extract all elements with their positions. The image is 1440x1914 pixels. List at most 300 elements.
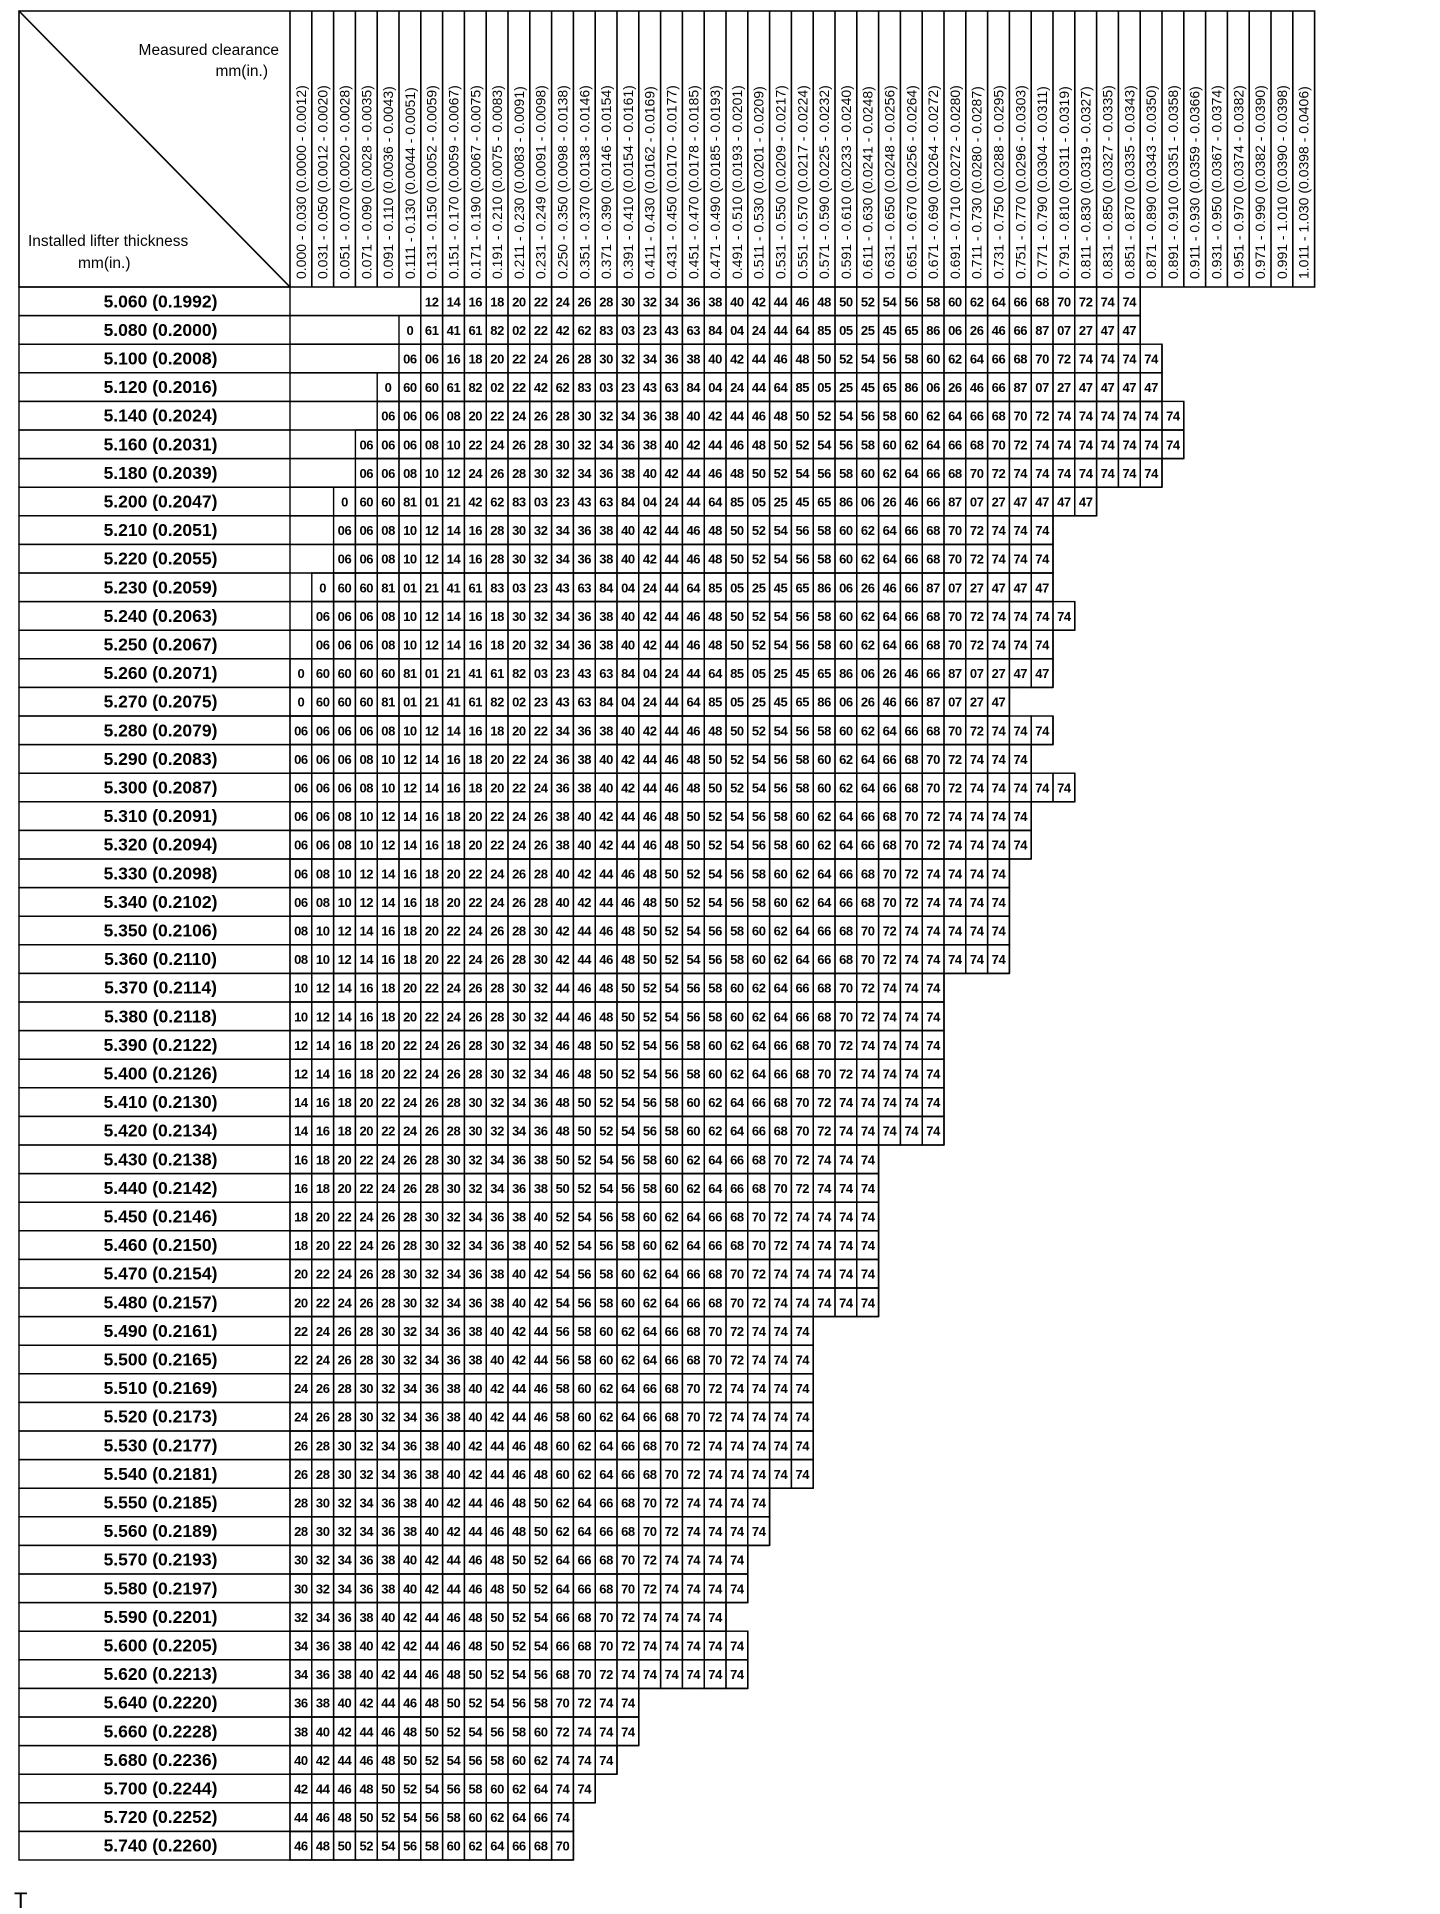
cell-value: 58 <box>490 1752 504 1768</box>
cell-value: 83 <box>577 380 592 396</box>
cell-value: 16 <box>468 608 483 624</box>
cell-value: 26 <box>969 322 984 338</box>
cell-value: 42 <box>555 952 570 968</box>
column-header: 0.751 - 0.770 (0.0296 - 0.0303) <box>1012 85 1029 279</box>
cell-value: 16 <box>446 351 461 367</box>
cell-value: 07 <box>1035 380 1049 396</box>
cell-value: 50 <box>730 608 744 624</box>
cell-value: 74 <box>991 751 1006 767</box>
cell-value: 26 <box>533 837 548 853</box>
cell-value: 56 <box>599 1238 613 1254</box>
cell-value: 43 <box>577 494 592 510</box>
cell-value: 62 <box>555 1495 570 1511</box>
cell-value: 48 <box>599 1009 613 1025</box>
cell-value: 74 <box>1100 465 1115 481</box>
cell-value: 14 <box>446 294 461 310</box>
cell-value: 24 <box>294 1409 308 1425</box>
cell-value: 74 <box>795 1209 810 1225</box>
cell-value: 44 <box>664 723 679 739</box>
cell-value: 21 <box>424 694 439 710</box>
cell-value: 74 <box>882 1095 897 1111</box>
cell-value: 14 <box>403 809 417 825</box>
cell-value: 28 <box>403 1238 417 1254</box>
cell-value: 56 <box>686 1009 701 1025</box>
cell-value: 62 <box>664 1209 679 1225</box>
cell-value: 54 <box>664 980 679 996</box>
cell-value: 46 <box>512 1438 526 1454</box>
cell-value: 58 <box>817 723 831 739</box>
cell-value: 47 <box>991 580 1006 596</box>
cell-value: 52 <box>577 1152 592 1168</box>
cell-value: 74 <box>1035 551 1049 567</box>
column-header: 0.871 - 0.890 (0.0343 - 0.0350) <box>1143 85 1160 279</box>
row-label: 5.140 (0.2024) <box>103 405 218 426</box>
cell-value: 72 <box>926 837 940 853</box>
cell-value: 70 <box>969 465 984 481</box>
cell-value: 60 <box>533 1724 548 1740</box>
cell-value: 44 <box>664 637 679 653</box>
cell-value: 66 <box>621 1466 635 1482</box>
cell-value: 56 <box>795 551 810 567</box>
cell-value: 40 <box>490 1352 504 1368</box>
cell-value: 28 <box>490 551 504 567</box>
cell-value: 56 <box>468 1752 483 1768</box>
cell-value: 30 <box>577 408 592 424</box>
cell-value: 46 <box>599 952 613 968</box>
cell-value: 74 <box>991 523 1006 539</box>
cell-value: 70 <box>642 1524 657 1540</box>
cell-value: 50 <box>577 1095 592 1111</box>
cell-value: 72 <box>882 923 897 939</box>
cell-value: 46 <box>882 694 897 710</box>
cell-value: 46 <box>686 608 701 624</box>
cell-value: 48 <box>751 437 766 453</box>
cell-value: 81 <box>403 494 417 510</box>
cell-value: 66 <box>860 837 875 853</box>
cell-value: 20 <box>337 1152 352 1168</box>
cell-value: 34 <box>555 723 570 739</box>
cell-value: 36 <box>577 551 592 567</box>
row-label: 5.200 (0.2047) <box>103 491 218 512</box>
cell-value: 42 <box>599 837 613 853</box>
column-header: 0.551 - 0.570 (0.0217 - 0.0224) <box>794 85 811 279</box>
cell-value: 12 <box>315 980 330 996</box>
cell-value: 74 <box>664 1552 679 1568</box>
cell-value: 04 <box>708 380 722 396</box>
cell-value: 72 <box>621 1609 635 1625</box>
cell-value: 58 <box>555 1409 570 1425</box>
cell-value: 44 <box>555 1009 570 1025</box>
cell-value: 60 <box>642 1209 657 1225</box>
cell-value: 06 <box>315 809 330 825</box>
cell-value: 74 <box>991 837 1006 853</box>
cell-value: 64 <box>708 494 722 510</box>
cell-value: 66 <box>686 1266 701 1282</box>
cell-value: 56 <box>446 1781 461 1797</box>
cell-value: 54 <box>664 1009 679 1025</box>
cell-value: 06 <box>337 637 352 653</box>
cell-value: 06 <box>337 523 352 539</box>
cell-value: 74 <box>795 1466 810 1482</box>
cell-value: 74 <box>969 809 984 825</box>
cell-value: 74 <box>948 809 962 825</box>
cell-value: 44 <box>490 1466 504 1482</box>
cell-value: 56 <box>860 408 875 424</box>
cell-value: 72 <box>817 1095 831 1111</box>
cell-value: 74 <box>730 1667 744 1683</box>
cell-value: 02 <box>512 322 526 338</box>
cell-value: 74 <box>708 1466 722 1482</box>
cell-value: 30 <box>424 1209 439 1225</box>
cell-value: 18 <box>446 809 461 825</box>
cell-value: 74 <box>795 1323 810 1339</box>
cell-value: 24 <box>730 380 744 396</box>
cell-value: 74 <box>1122 408 1137 424</box>
cell-value: 25 <box>751 694 766 710</box>
cell-value: 27 <box>1078 322 1093 338</box>
cell-value: 48 <box>599 980 613 996</box>
cell-value: 22 <box>315 1295 330 1311</box>
cell-value: 50 <box>577 1123 592 1139</box>
cell-value: 36 <box>555 751 570 767</box>
cell-value: 50 <box>642 923 657 939</box>
cell-value: 50 <box>555 1180 570 1196</box>
cell-value: 42 <box>424 1581 439 1597</box>
cell-value: 43 <box>577 666 592 682</box>
cell-value: 22 <box>294 1352 308 1368</box>
cell-value: 20 <box>468 408 483 424</box>
cell-value: 60 <box>359 666 374 682</box>
cell-value: 74 <box>926 866 940 882</box>
cell-value: 24 <box>468 923 483 939</box>
cell-value: 28 <box>381 1295 395 1311</box>
cell-value: 52 <box>533 1552 548 1568</box>
cell-value: 60 <box>795 837 810 853</box>
cell-value: 44 <box>621 837 635 853</box>
cell-value: 42 <box>621 780 635 796</box>
cell-value: 87 <box>926 580 940 596</box>
cell-value: 40 <box>359 1667 374 1683</box>
cell-value: 48 <box>642 866 657 882</box>
cell-value: 84 <box>621 494 635 510</box>
cell-value: 44 <box>424 1638 439 1654</box>
cell-value: 06 <box>315 780 330 796</box>
cell-value: 70 <box>817 1037 831 1053</box>
cell-value: 64 <box>882 723 897 739</box>
cell-value: 82 <box>468 380 483 396</box>
cell-value: 74 <box>686 1581 701 1597</box>
cell-value: 60 <box>817 780 831 796</box>
cell-value: 42 <box>468 494 483 510</box>
cell-value: 44 <box>555 980 570 996</box>
cell-value: 32 <box>446 1209 461 1225</box>
cell-value: 74 <box>1013 780 1028 796</box>
cell-value: 32 <box>337 1495 352 1511</box>
cell-value: 54 <box>599 1152 613 1168</box>
cell-value: 50 <box>512 1581 526 1597</box>
cell-value: 38 <box>555 809 570 825</box>
cell-value: 32 <box>446 1238 461 1254</box>
cell-value: 54 <box>708 866 722 882</box>
cell-value: 65 <box>904 322 919 338</box>
cell-value: 70 <box>948 637 962 653</box>
cell-value: 06 <box>359 637 374 653</box>
cell-value: 61 <box>446 380 461 396</box>
cell-value: 50 <box>664 894 679 910</box>
cell-value: 74 <box>1035 780 1049 796</box>
cell-value: 23 <box>642 322 657 338</box>
cell-value: 64 <box>882 551 897 567</box>
cell-value: 18 <box>468 780 483 796</box>
cell-value: 60 <box>664 1180 679 1196</box>
column-header: 0.031 - 0.050 (0.0012 - 0.0020) <box>314 85 331 279</box>
cell-value: 58 <box>599 1295 613 1311</box>
cell-value: 40 <box>708 351 722 367</box>
cell-value: 74 <box>904 923 919 939</box>
cell-value: 10 <box>403 637 417 653</box>
cell-value: 50 <box>839 294 853 310</box>
cell-value: 32 <box>533 608 548 624</box>
cell-value: 30 <box>490 1037 504 1053</box>
cell-value: 36 <box>468 1295 483 1311</box>
cell-value: 64 <box>512 1810 526 1826</box>
cell-value: 06 <box>424 408 439 424</box>
cell-value: 22 <box>512 351 526 367</box>
cell-value: 86 <box>904 380 919 396</box>
cell-value: 54 <box>468 1724 483 1740</box>
row-label: 5.740 (0.2260) <box>103 1835 218 1856</box>
cell-value: 32 <box>468 1180 483 1196</box>
row-label: 5.210 (0.2051) <box>103 520 218 541</box>
cell-value: 58 <box>599 1266 613 1282</box>
cell-value: 38 <box>337 1667 352 1683</box>
cell-value: 26 <box>882 494 897 510</box>
cell-value: 74 <box>948 952 962 968</box>
cell-value: 56 <box>686 980 701 996</box>
cell-value: 36 <box>512 1180 526 1196</box>
cell-value: 46 <box>555 1066 570 1082</box>
cell-value: 56 <box>839 437 853 453</box>
cell-value: 36 <box>577 723 592 739</box>
cell-value: 28 <box>446 1095 461 1111</box>
cell-value: 34 <box>294 1667 308 1683</box>
cell-value: 42 <box>664 465 679 481</box>
cell-value: 74 <box>817 1180 831 1196</box>
footer-mark: T <box>14 1888 28 1913</box>
cell-value: 72 <box>664 1524 679 1540</box>
cell-value: 66 <box>642 1381 657 1397</box>
cell-value: 08 <box>381 551 395 567</box>
cell-value: 50 <box>708 751 722 767</box>
cell-value: 48 <box>315 1838 330 1854</box>
cell-value: 28 <box>468 1037 483 1053</box>
cell-value: 42 <box>730 351 744 367</box>
cell-value: 74 <box>860 1037 875 1053</box>
cell-value: 58 <box>708 980 722 996</box>
cell-value: 14 <box>446 551 461 567</box>
cell-value: 10 <box>381 751 395 767</box>
cell-value: 74 <box>686 1609 701 1625</box>
cell-value: 45 <box>773 580 788 596</box>
cell-value: 68 <box>860 894 875 910</box>
cell-value: 68 <box>577 1609 592 1625</box>
cell-value: 64 <box>969 351 984 367</box>
lifter-thickness-label: Installed lifter thickness <box>28 233 189 250</box>
cell-value: 30 <box>468 1095 483 1111</box>
cell-value: 66 <box>664 1323 679 1339</box>
cell-value: 50 <box>424 1724 439 1740</box>
cell-value: 24 <box>490 866 504 882</box>
cell-value: 06 <box>337 723 352 739</box>
cell-value: 74 <box>751 1352 766 1368</box>
cell-value: 06 <box>315 637 330 653</box>
cell-value: 64 <box>860 780 875 796</box>
cell-value: 46 <box>686 551 701 567</box>
cell-value: 68 <box>730 1209 744 1225</box>
cell-value: 28 <box>294 1495 308 1511</box>
column-header: 0.371 - 0.390 (0.0146 - 0.0154) <box>598 85 615 279</box>
cell-value: 72 <box>599 1667 613 1683</box>
cell-value: 30 <box>294 1581 308 1597</box>
cell-value: 50 <box>686 809 701 825</box>
column-header: 0.231 - 0.249 (0.0091 - 0.0098) <box>532 85 549 279</box>
cell-value: 48 <box>664 809 679 825</box>
cell-value: 52 <box>512 1609 526 1625</box>
cell-value: 70 <box>817 1066 831 1082</box>
cell-value: 58 <box>468 1781 483 1797</box>
column-header: 0.891 - 0.910 (0.0351 - 0.0358) <box>1164 85 1181 279</box>
cell-value: 16 <box>446 780 461 796</box>
cell-value: 30 <box>381 1323 395 1339</box>
cell-value: 16 <box>315 1123 330 1139</box>
cell-value: 32 <box>424 1295 439 1311</box>
cell-value: 30 <box>337 1466 352 1482</box>
cell-value: 54 <box>730 837 744 853</box>
cell-value: 66 <box>882 780 897 796</box>
cell-value: 34 <box>468 1209 483 1225</box>
cell-value: 46 <box>686 523 701 539</box>
cell-value: 40 <box>664 437 679 453</box>
cell-value: 46 <box>577 1009 592 1025</box>
cell-value: 85 <box>795 380 810 396</box>
cell-value: 30 <box>315 1495 330 1511</box>
cell-value: 48 <box>533 1438 548 1454</box>
cell-value: 46 <box>533 1409 548 1425</box>
row-label: 5.100 (0.2008) <box>103 348 218 369</box>
row-label: 5.590 (0.2201) <box>103 1606 218 1627</box>
cell-value: 28 <box>490 980 504 996</box>
cell-value: 50 <box>730 551 744 567</box>
cell-value: 50 <box>359 1810 374 1826</box>
cell-value: 36 <box>294 1695 308 1711</box>
cell-value: 50 <box>381 1781 395 1797</box>
cell-value: 48 <box>533 1466 548 1482</box>
cell-value: 74 <box>926 1066 940 1082</box>
cell-value: 32 <box>403 1323 417 1339</box>
cell-value: 40 <box>294 1752 308 1768</box>
cell-value: 86 <box>817 694 831 710</box>
cell-value: 42 <box>381 1667 395 1683</box>
cell-value: 12 <box>294 1037 308 1053</box>
cell-value: 60 <box>860 465 875 481</box>
cell-value: 54 <box>642 1066 657 1082</box>
cell-value: 72 <box>839 1037 853 1053</box>
cell-value: 54 <box>817 437 831 453</box>
cell-value: 74 <box>708 1495 722 1511</box>
cell-value: 44 <box>730 408 744 424</box>
cell-value: 74 <box>686 1638 701 1654</box>
row-label: 5.330 (0.2098) <box>103 863 218 884</box>
cell-value: 70 <box>839 1009 853 1025</box>
cell-value: 74 <box>686 1524 701 1540</box>
cell-value: 12 <box>424 523 439 539</box>
cell-value: 66 <box>686 1295 701 1311</box>
cell-value: 60 <box>751 952 766 968</box>
cell-value: 38 <box>533 1180 548 1196</box>
cell-value: 66 <box>817 952 831 968</box>
column-header: 0.651 - 0.670 (0.0256 - 0.0264) <box>903 85 920 279</box>
cell-value: 30 <box>533 923 548 939</box>
row-label: 5.120 (0.2016) <box>103 377 218 398</box>
cell-value: 74 <box>904 980 919 996</box>
cell-value: 44 <box>337 1752 352 1768</box>
cell-value: 58 <box>621 1238 635 1254</box>
row-label: 5.080 (0.2000) <box>103 319 218 340</box>
column-header: 0.611 - 0.630 (0.0241 - 0.0248) <box>859 86 876 279</box>
cell-value: 66 <box>969 408 984 424</box>
cell-value: 47 <box>1035 580 1049 596</box>
cell-value: 28 <box>337 1409 352 1425</box>
cell-value: 40 <box>577 837 592 853</box>
cell-value: 70 <box>948 608 962 624</box>
cell-value: 72 <box>969 637 984 653</box>
cell-value: 18 <box>446 837 461 853</box>
cell-value: 54 <box>730 809 744 825</box>
cell-value: 47 <box>991 694 1006 710</box>
cell-value: 22 <box>468 437 483 453</box>
cell-value: 60 <box>708 1037 722 1053</box>
cell-value: 26 <box>555 351 570 367</box>
cell-value: 40 <box>599 751 613 767</box>
cell-value: 40 <box>577 809 592 825</box>
cell-value: 18 <box>490 637 504 653</box>
cell-value: 22 <box>490 809 504 825</box>
cell-value: 32 <box>337 1524 352 1540</box>
cell-value: 08 <box>315 894 330 910</box>
cell-value: 72 <box>577 1695 592 1711</box>
cell-value: 24 <box>294 1381 308 1397</box>
cell-value: 65 <box>795 580 810 596</box>
row-label: 5.420 (0.2134) <box>103 1120 218 1141</box>
cell-value: 66 <box>730 1152 744 1168</box>
cell-value: 22 <box>468 866 483 882</box>
cell-value: 27 <box>991 494 1006 510</box>
cell-value: 50 <box>795 408 810 424</box>
cell-value: 30 <box>403 1295 417 1311</box>
column-header: 0.531 - 0.550 (0.0209 - 0.0217) <box>772 85 789 279</box>
cell-value: 23 <box>555 666 570 682</box>
cell-value: 27 <box>1057 380 1071 396</box>
cell-value: 48 <box>621 952 635 968</box>
cell-value: 10 <box>403 723 417 739</box>
row-label: 5.430 (0.2138) <box>103 1149 218 1170</box>
cell-value: 83 <box>512 494 526 510</box>
cell-value: 23 <box>533 694 548 710</box>
cell-value: 74 <box>882 1009 897 1025</box>
cell-value: 52 <box>751 637 766 653</box>
cell-value: 34 <box>555 608 570 624</box>
cell-value: 74 <box>642 1638 657 1654</box>
